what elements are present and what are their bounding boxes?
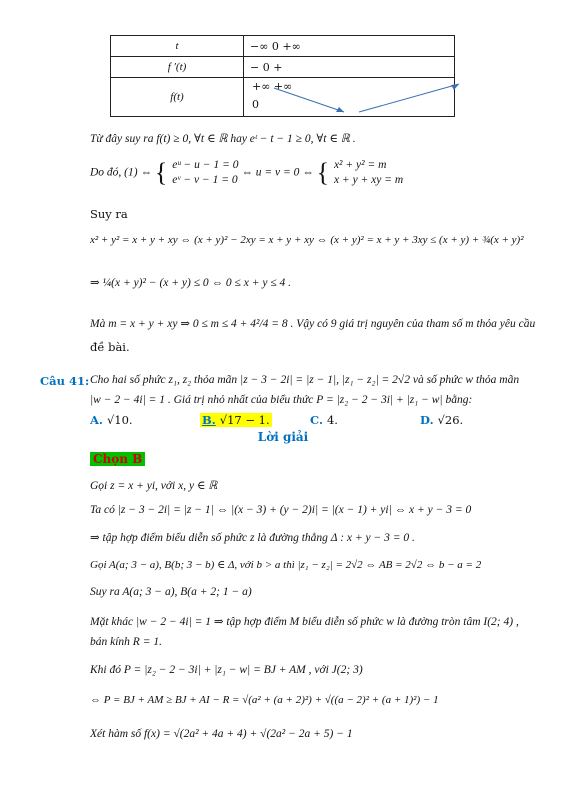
solution-step-6: Mặt khác |w − 2 − 4i| = 1 ⇒ tập hợp điểm M biểu diễn số phức w là đường tròn tâm I(2; 4) , <box>90 616 519 628</box>
system-line <box>90 158 403 188</box>
solution-step-9: ⇔ P = BJ + AM ≥ BJ + AI − R = √(a² + (a + 2)²) + √((a − 2)² + (a + 1)²) − 1 <box>90 694 439 706</box>
row-label-t: t <box>111 36 244 57</box>
system-1-eq1: eᵘ − u − 1 = 0 <box>172 159 239 171</box>
conclusion-end-line: đề bài. <box>90 340 130 354</box>
solution-step-8: Khi đó P = |z₂ − 2 − 3i| + |z₁ − w| = BJ + AM , với J(2; 3) <box>90 664 363 676</box>
table-row <box>111 57 455 78</box>
inequality-line: ⇒ ¼(x + y)² − (x + y) ≤ 0 ⇔ 0 ≤ x + y ≤ 4 . <box>90 277 292 289</box>
answer-c: C. 4. <box>310 413 338 427</box>
row-label-derivative: f ′(t) <box>111 57 244 78</box>
solution-title: Lời giải <box>257 430 309 444</box>
solution-step-4: Gọi A(a; 3 − a), B(b; 3 − b) ∈ Δ, với b > a thì |z₁ − z₂| = 2√2 ⇔ AB = 2√2 ⇔ b − a = 2 <box>90 559 482 571</box>
system-2 <box>334 158 403 188</box>
variation-arrows <box>244 78 474 116</box>
table-row <box>111 78 455 117</box>
solution-step-3: ⇒ tập hợp điểm biểu diễn số phức z là đường thẳng Δ : x + y − 3 = 0 . <box>90 532 415 544</box>
solution-step-10: Xét hàm số f(x) = √(2a² + 4a + 4) + √(2a² − 2a + 5) − 1 <box>90 728 353 740</box>
suy-ra-label: Suy ra <box>90 207 128 221</box>
system-1-eq2: eᵛ − v − 1 = 0 <box>172 174 238 186</box>
answer-d: D. √26. <box>420 413 464 427</box>
system-2-eq2: x + y + xy = m <box>333 174 404 186</box>
row-label-function: f(t) <box>111 78 244 117</box>
variation-table <box>110 35 455 117</box>
function-min-value: 0 <box>252 98 259 111</box>
system-middle: ⇔ u = v = 0 ⇔ <box>241 166 314 179</box>
answer-b: B. √17 − 1. <box>202 413 270 427</box>
function-top-values: +∞ +∞ <box>252 80 293 93</box>
system-prefix: Do đó, (1) ⇔ <box>90 166 152 179</box>
row-value-derivative: − 0 + <box>244 57 455 78</box>
left-brace-icon: { <box>154 158 168 187</box>
solution-step-2: Ta có |z − 3 − 2i| = |z − 1| ⇔ |(x − 3) + (y − 2)i| = |(x − 1) + yi| ⇔ x + y − 3 = 0 <box>90 504 472 516</box>
row-value-function <box>244 78 455 117</box>
solution-step-7: bán kính R = 1. <box>90 636 162 648</box>
answer-a: A. √10. <box>90 413 133 427</box>
choose-answer-badge: Chọn B <box>90 452 145 466</box>
question-line-2: |w − 2 − 4i| = 1 . Giá trị nhỏ nhất của biểu thức P = |z₂ − 2 − 3i| + |z₁ − w| bằng: <box>90 394 473 406</box>
conclusion-m-line: Mà m = x + y + xy ⇒ 0 ≤ m ≤ 4 + 4²/4 = 8 . Vậy có 9 giá trị nguyên của tham số m thỏa yêu cầu <box>90 318 536 330</box>
system-2-eq1: x² + y² = m <box>333 159 387 171</box>
question-line-1: Cho hai số phức z₁, z₂ thỏa mãn |z − 3 − 2i| = |z − 1|, |z₁ − z₂| = 2√2 và số phức w thỏa mãn <box>90 374 520 386</box>
equation-line: x² + y² = x + y + xy ⇔ (x + y)² − 2xy = x + y + xy ⇔ (x + y)² = x + y + 3xy ≤ (x + y) + ¾(x + y)² <box>90 234 524 246</box>
system-1 <box>172 158 238 188</box>
conclusion-line: Từ đây suy ra f(t) ≥ 0, ∀t ∈ ℝ hay eᵗ − t − 1 ≥ 0, ∀t ∈ ℝ . <box>90 133 356 145</box>
table-row <box>111 36 455 57</box>
question-label: Câu 41: <box>40 374 90 388</box>
row-value-t: −∞ 0 +∞ <box>244 36 455 57</box>
solution-step-5: Suy ra A(a; 3 − a), B(a + 2; 1 − a) <box>90 586 252 598</box>
left-brace-icon: { <box>316 158 330 187</box>
solution-step-1: Gọi z = x + yi, với x, y ∈ ℝ <box>90 480 218 492</box>
